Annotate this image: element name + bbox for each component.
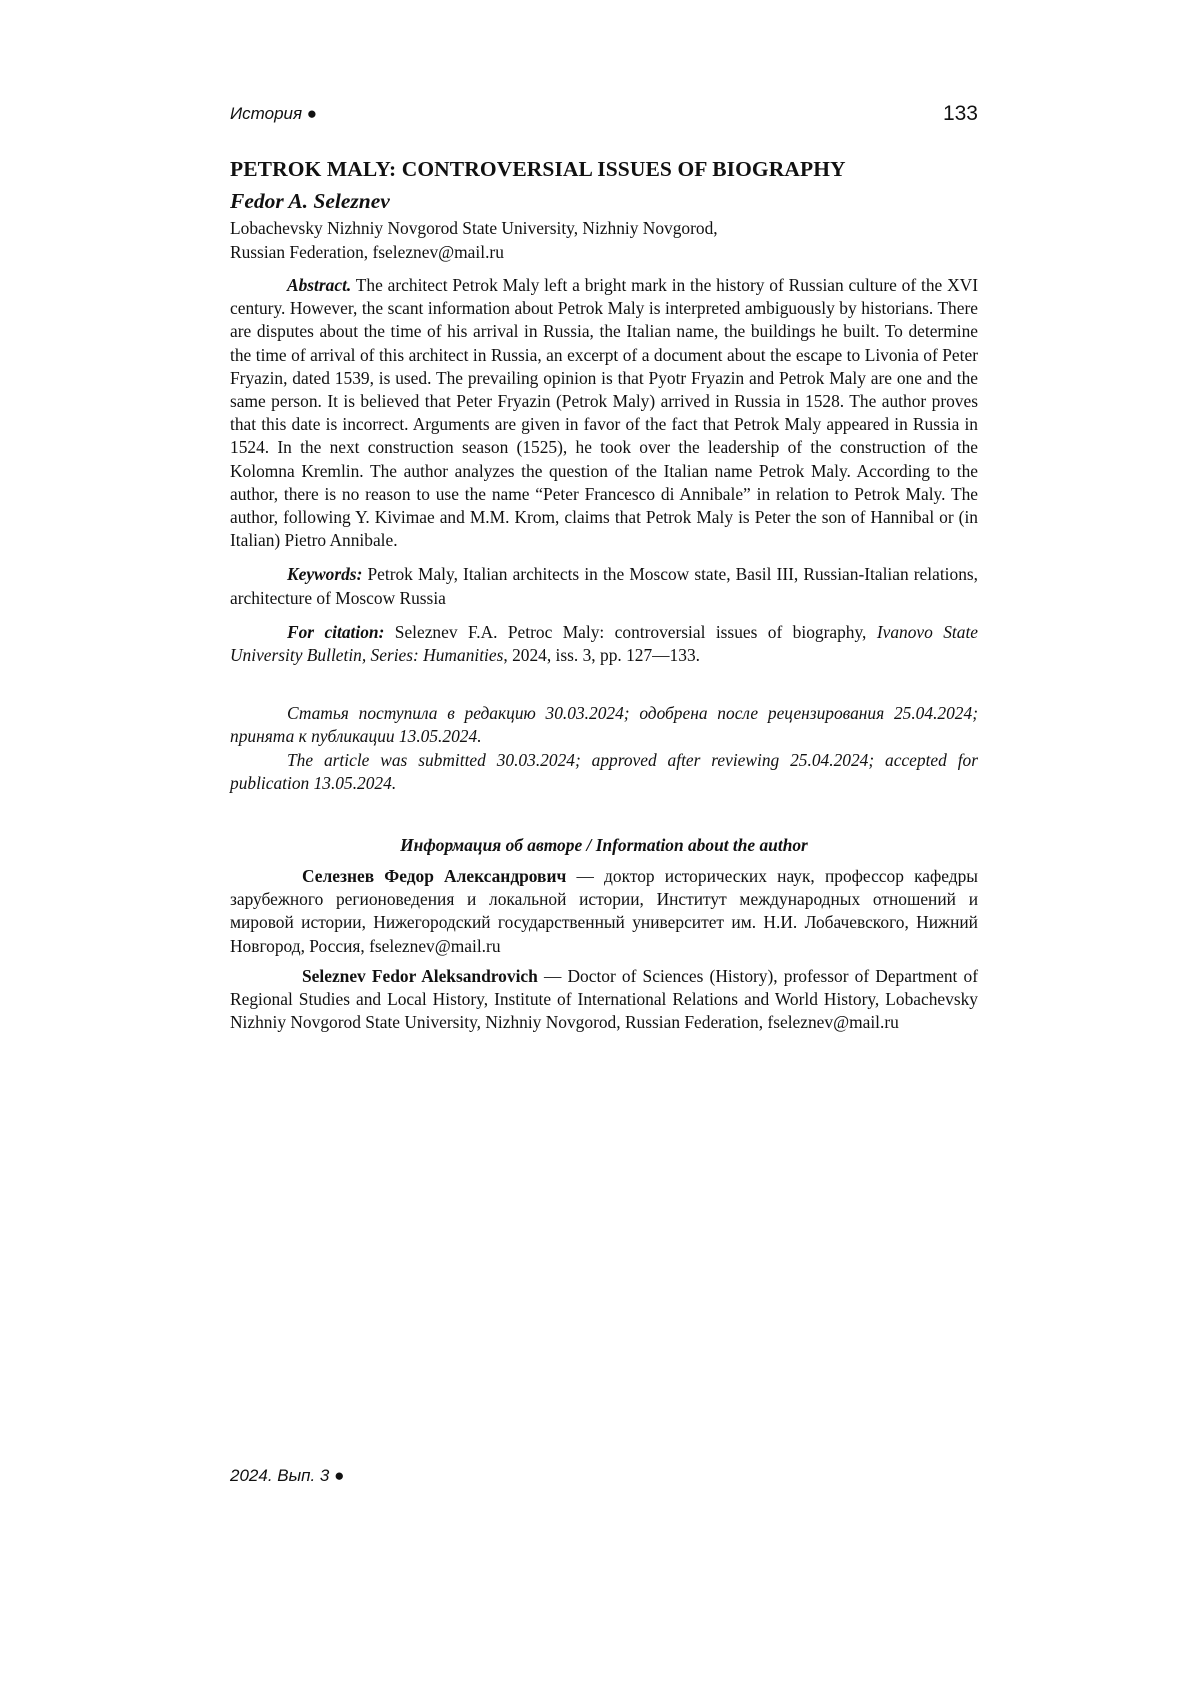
citation-text: Seleznev F.A. Petroc Maly: controversial issues of biography, bbox=[384, 622, 876, 642]
author-name: Fedor A. Seleznev bbox=[230, 187, 978, 216]
article-title: PETROK MALY: CONTROVERSIAL ISSUES OF BIOGRAPHY bbox=[230, 154, 978, 184]
dates-russian: Статья поступила в редакцию 30.03.2024; одобрена после рецензирования 25.04.2024; принята к публикации 13.05.2024. bbox=[230, 702, 978, 748]
page-footer: 2024. Вып. 3 ● bbox=[230, 1466, 344, 1486]
keywords-text: Petrok Maly, Italian architects in the Moscow state, Basil III, Russian-Italian relations, architecture of Moscow Russia bbox=[230, 564, 978, 607]
running-header bbox=[230, 100, 978, 134]
author-info-heading: Информация об авторе / Information about the author bbox=[230, 833, 978, 857]
abstract-label: Abstract. bbox=[287, 275, 351, 295]
citation bbox=[230, 621, 978, 667]
abstract bbox=[230, 274, 978, 552]
citation-journal: Ivanovo State University Bulletin, Series: Humanities bbox=[230, 622, 978, 665]
citation-tail: , 2024, iss. 3, pp. 127—133. bbox=[503, 645, 700, 665]
dates-english: The article was submitted 30.03.2024; approved after reviewing 25.04.2024; accepted for publication 13.05.2024. bbox=[230, 749, 978, 795]
abstract-text: The architect Petrok Maly left a bright mark in the history of Russian culture of the XVI century. However, the scant information about Petrok Maly is interpreted ambiguously by historians. There are disputes about the time of his arrival in Russia, the Italian name, the buildings he built. To determine the time of arrival of this architect in Russia, an excerpt of a document about the escape to Livonia of Peter Fryazin, dated 1539, is used. The prevailing opinion is that Pyotr Fryazin and Petrok Maly are one and the same person. It is believed that Peter Fryazin (Petrok Maly) arrived in Russia in 1528. The author proves that this date is incorrect. Arguments are given in favor of the fact that Petrok Maly appeared in Russia in 1524. In the next construction season (1525), he took over the leadership of the construction of the Kolomna Kremlin. The author analyzes the question of the Italian name Petrok Maly. According to the author, there is no reason to use the name “Peter Francesco di Annibale” in relation to Petrok Maly. The author, following Y. Kivimae and M.M. Krom, claims that Petrok Maly is Peter the son of Hannibal or (in Italian) Pietro Annibale. bbox=[230, 275, 978, 550]
citation-label: For citation: bbox=[287, 622, 384, 642]
affiliation-line: Russian Federation, fseleznev@mail.ru bbox=[230, 240, 978, 264]
author-name-english: Seleznev Fedor Aleksandrovich bbox=[302, 966, 538, 986]
author-bio-english bbox=[230, 965, 978, 1035]
author-affiliation bbox=[230, 216, 978, 264]
affiliation-line: Lobachevsky Nizhniy Novgorod State University, Nizhniy Novgorod, bbox=[230, 216, 978, 240]
journal-section: История ● bbox=[230, 104, 317, 124]
author-bio-text: — доктор исторических наук, профессор кафедры зарубежного регионоведения и локальной истории, Институт международных отношений и мировой истории, Нижегородский государственный университет им. Н.И. Лобачевского, Нижний Новгород, Россия, fseleznev@mail.ru bbox=[230, 866, 978, 956]
article-page bbox=[230, 100, 978, 1034]
keywords-label: Keywords: bbox=[287, 564, 362, 584]
author-bio-russian bbox=[230, 865, 978, 958]
author-name-russian: Селезнев Федор Александрович bbox=[302, 866, 566, 886]
page-number: 133 bbox=[943, 102, 978, 126]
author-bio-text: — Doctor of Sciences (History), professor of Department of Regional Studies and Local History, Institute of International Relations and World History, Lobachevsky Nizhniy Novgorod State University, Nizhniy Novgorod, Russian Federation, fseleznev@mail.ru bbox=[230, 966, 978, 1032]
keywords bbox=[230, 563, 978, 609]
